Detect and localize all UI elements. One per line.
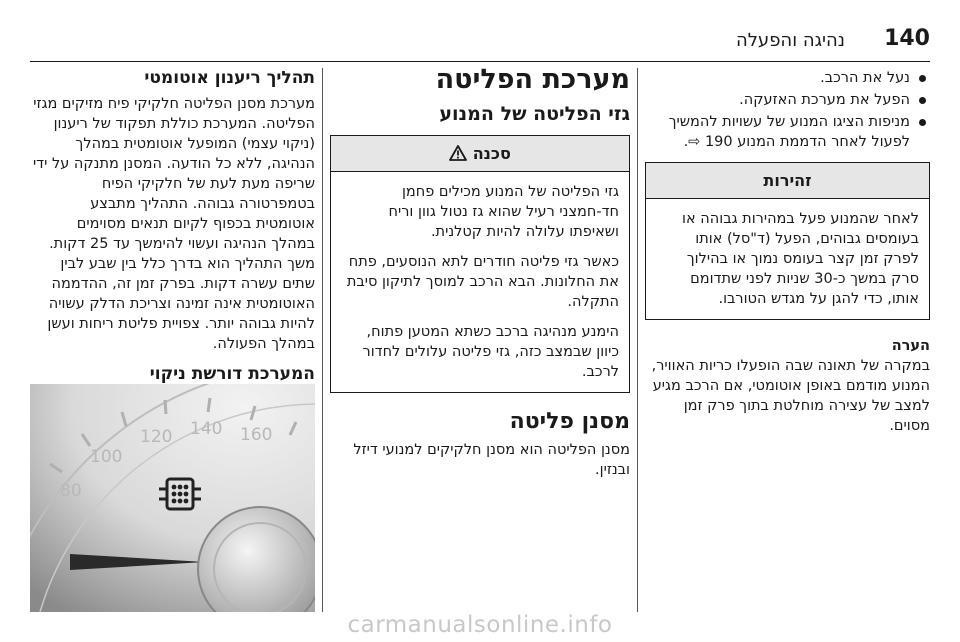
page-number: 140 (884, 26, 930, 51)
regeneration-text: מערכת מסנן הפליטה חלקיקי פיח מזיקים מגזי הפליטה. המערכת כוללת תפקוד של ריענון (ניקוי עצמי) המופעל אוטומטית במהלך הנהיגה, ללא כל הודעה. המסנן מתנקה על ידי שריפה מעת לעת של חלקיקי הפיח בטמפרטורה גבוהה. התהליך מתבצע אוטומטית בכפוף לקיום תנאים מסוימים במהלך הנהיגה ועשוי להימשך עד 25 דקות. משך התהליך הוא בדרך כלל בין שבע לבין שתים עשרה דקות. בפרק זמן זה, ההדממה האוטומטית אינה זמינה וצריכת הדלק עשויה להיות גבוהה יותר. צפויית פליטת ריחות ועשן במהלך הפעולה. (32, 96, 315, 352)
speedometer-image (30, 384, 315, 612)
page-header (30, 22, 930, 62)
caution-text (646, 199, 929, 319)
note-title: הערה (891, 338, 930, 354)
chapter-title: נהיגה והפעלה (735, 30, 845, 51)
danger-box (330, 135, 630, 393)
watermark: carmanualsonline.info (347, 612, 613, 638)
danger-paragraph: גזי הפליטה של המנוע מכילים פחמן חד-חמצני רעיל שהוא גז נטול גוון וריח ושאיפתו עלולה להיות קטלנית. (388, 184, 619, 240)
caution-title: זהירות (646, 163, 929, 199)
danger-title: סכנה (472, 144, 511, 163)
list-item: הפעל את מערכת האזעקה. (645, 90, 930, 110)
column-right (645, 68, 930, 614)
column-divider (637, 68, 638, 612)
speed-label: 120 (140, 427, 173, 447)
cleaning-heading: המערכת דורשת ניקוי (149, 364, 315, 384)
speed-label: 140 (190, 419, 223, 439)
speed-label: 80 (60, 481, 82, 501)
filter-title: מסנן פליטה (509, 409, 630, 434)
danger-header (331, 136, 629, 172)
bullet-list (645, 68, 930, 152)
caution-paragraph: לאחר שהמנוע פעל במהירות גבוהה או בעומסים גבוהים, הפעל (ד"סל) אותו לפרק זמן קצר בעומס נמוך או בהילוך סרק במשך כ-30 שניות לפני שתדומם אותו, כדי להגן על מגדש הטורבו. (682, 211, 919, 307)
regeneration-heading: תהליך ריענון אוטומטי (144, 68, 315, 88)
speed-label: 100 (90, 447, 123, 467)
list-item: נעל את הרכב. (645, 68, 930, 88)
filter-text: מסנן הפליטה הוא מסנן חלקיקים למנועי דיזל ובנזין. (353, 442, 630, 478)
column-divider (322, 68, 323, 612)
section-subtitle: גזי הפליטה של המנוע (439, 103, 630, 125)
instrument-cluster-photo (30, 384, 315, 612)
section-title: מערכת הפליטה (435, 64, 630, 95)
list-item: מניפות הציגו המנוע של עשויות להמשיך לפעול לאחר הדממת המנוע 190 ⇨. (645, 112, 930, 152)
warning-triangle-icon (449, 145, 467, 161)
danger-text (331, 172, 629, 392)
note-text: במקרה של תאונה שבה הופעלו כריות האוויר, המנוע מודמם באופן אוטומטי, אם הרכב מגיע למצב של עצירה מוחלטת בתוך פרק זמן מסוים. (651, 358, 930, 434)
danger-paragraph: הימנע מנהיגה ברכב כשתא המטען פתוח, כיוון שבמצב כזה, גזי פליטה עלולים לחדור לרכב. (362, 324, 619, 380)
column-middle (330, 64, 630, 614)
column-left (30, 68, 315, 614)
caution-box (645, 162, 930, 320)
speed-label: 160 (240, 425, 273, 445)
danger-paragraph: כאשר גזי פליטה חודרים לתא הנוסעים, פתח את החלונות. הבא הרכב למוסך לתיקון סיבת התקלה. (346, 254, 619, 310)
